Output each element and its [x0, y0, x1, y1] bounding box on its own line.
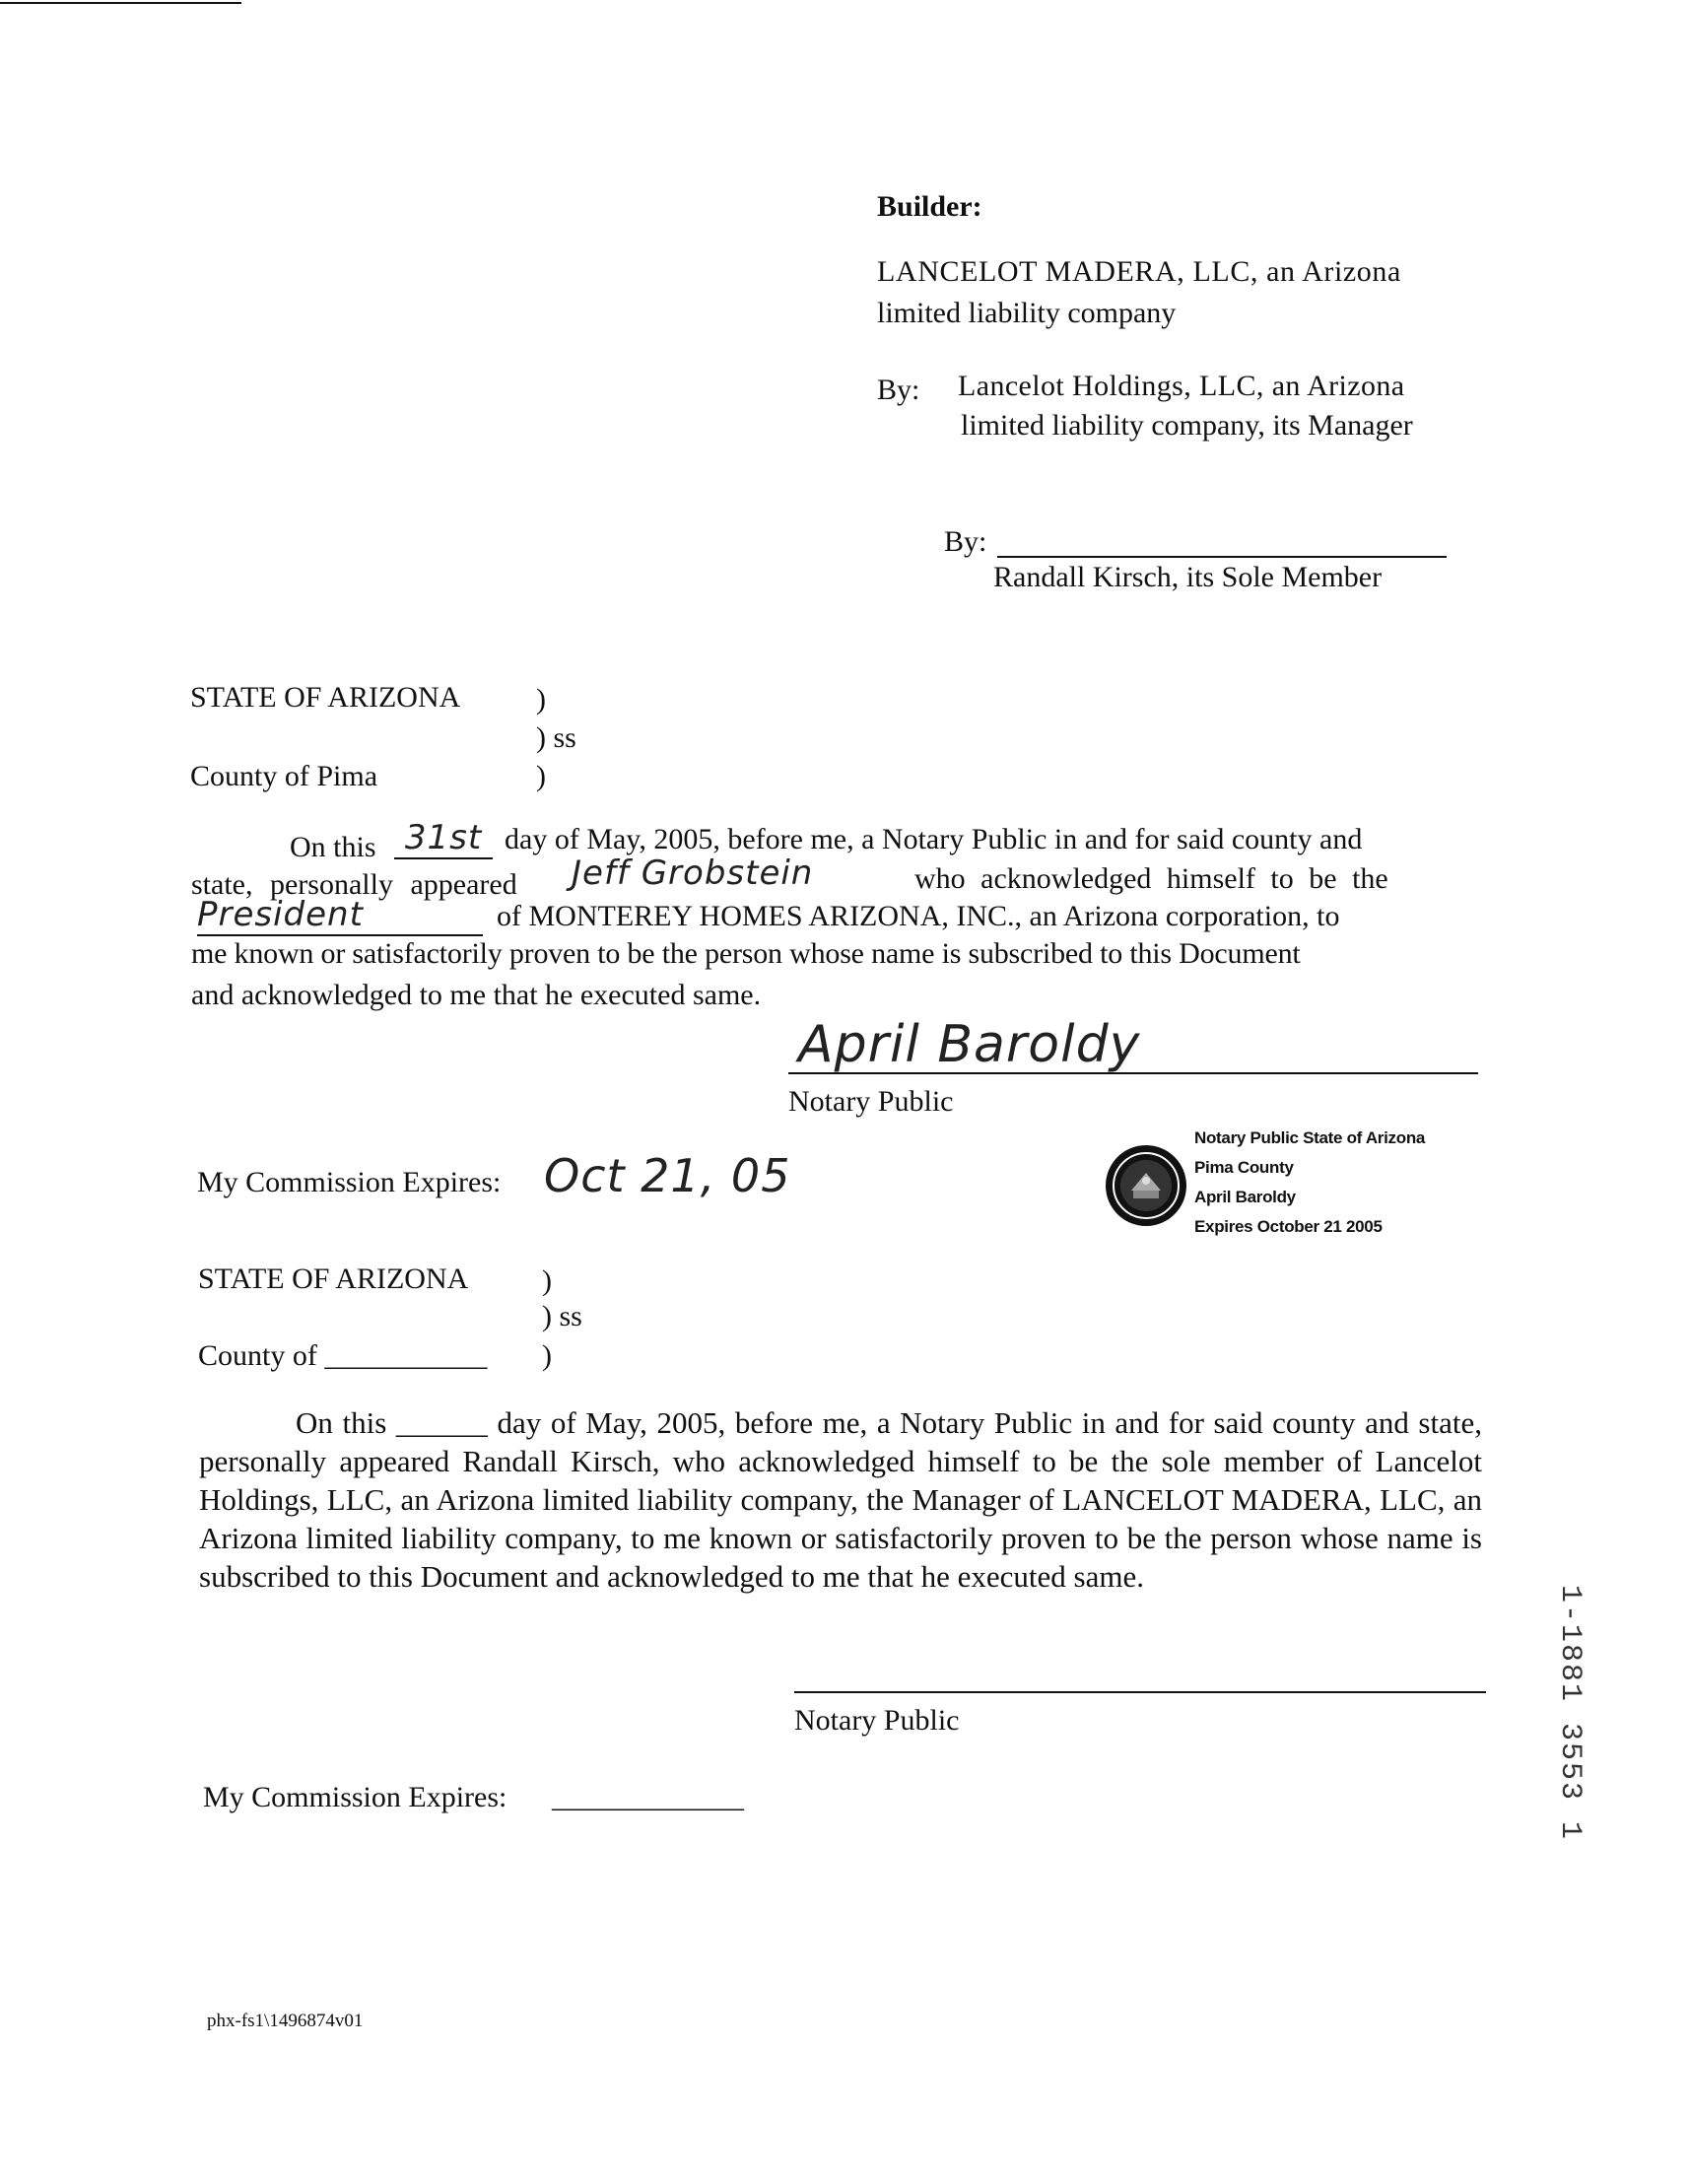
seal-line4: Expires October 21 2005 — [1194, 1217, 1383, 1236]
builder-heading: Builder: — [877, 190, 982, 223]
ack1-p-who: who acknowledged himself to be the — [914, 862, 1388, 895]
ack1-notary-signature-line — [788, 1072, 1478, 1074]
ack2-notary-signature-line — [794, 1691, 1486, 1693]
ack1-paren3: ) — [536, 760, 546, 792]
ack1-paren1: ) — [536, 683, 546, 716]
builder-manager-line1: Lancelot Holdings, LLC, an Arizona — [958, 370, 1405, 402]
footer-document-code: phx-fs1\1496874v01 — [207, 2011, 364, 2031]
builder-company-line1: LANCELOT MADERA, LLC, an Arizona — [877, 255, 1401, 288]
ack2-county: County of ___________ — [198, 1339, 488, 1372]
side-recording-number: 1-1881 3553 1 — [1553, 1585, 1587, 1842]
ack1-notary-label: Notary Public — [788, 1085, 954, 1118]
ack1-p-rest1: day of May, 2005, before me, a Notary Public in and for said county and — [505, 823, 1363, 855]
ack2-commission-blank: _____________ — [552, 1781, 744, 1813]
ack1-p-on-this: On this — [290, 831, 376, 863]
builder-by1-label: By: — [877, 374, 920, 406]
ack2-paragraph: On this ______ day of May, 2005, before me, a Notary Public in and for said county and state, personally appeared Randall Kirsch, who acknowledged himself to be the sole member of Lancelot Holdings, LLC, an Arizona limited liability company, the Manager of LANCELOT MADERA, LLC, an Arizona limited liability company, to me known or satisfactorily proven to be the person whose name is subscribed to this Document and acknowledged to me that he executed same. — [199, 1405, 1482, 1594]
scan-edge-line — [0, 2, 241, 4]
ack1-p-of: of MONTEREY HOMES ARIZONA, INC., an Arizona corporation, to — [497, 900, 1340, 932]
seal-line1: Notary Public State of Arizona — [1194, 1128, 1426, 1147]
builder-by2-label: By: — [944, 525, 987, 558]
builder-company-line2: limited liability company — [877, 297, 1177, 329]
ack1-handwritten-day: 31st — [394, 818, 493, 859]
ack2-state: STATE OF ARIZONA — [198, 1263, 469, 1295]
ack2-paren3: ) — [542, 1339, 552, 1372]
ack1-commission-label: My Commission Expires: — [197, 1166, 502, 1198]
ack1-p-line5: and acknowledged to me that he executed same. — [191, 979, 762, 1011]
ack1-handwritten-title: President — [197, 895, 483, 936]
ack2-paren1: ) — [542, 1264, 552, 1297]
ack1-p-line4: me known or satisfactorily proven to be the person whose name is subscribed to this Document — [191, 937, 1301, 970]
notary-seal-icon — [1104, 1143, 1188, 1228]
ack1-county: County of Pima — [190, 760, 378, 792]
ack1-ss: ) ss — [536, 721, 576, 754]
builder-signature-line — [997, 556, 1447, 558]
ack2-ss: ) ss — [542, 1300, 582, 1332]
ack1-handwritten-commission: Oct 21, 05 — [544, 1149, 791, 1202]
seal-line3: April Baroldy — [1194, 1188, 1296, 1206]
ack1-p-state-personally: state, personally appeared — [191, 868, 517, 901]
ack1-handwritten-name: Jeff Grobstein — [572, 853, 814, 893]
ack1-notary-signature: April Baroldy — [798, 1015, 1141, 1074]
seal-line2: Pima County — [1194, 1158, 1294, 1177]
ack2-notary-label: Notary Public — [794, 1704, 960, 1737]
ack1-state: STATE OF ARIZONA — [190, 681, 461, 714]
ack2-commission-label: My Commission Expires: — [203, 1781, 507, 1813]
builder-signer: Randall Kirsch, its Sole Member — [993, 561, 1383, 593]
builder-manager-line2: limited liability company, its Manager — [961, 409, 1413, 442]
